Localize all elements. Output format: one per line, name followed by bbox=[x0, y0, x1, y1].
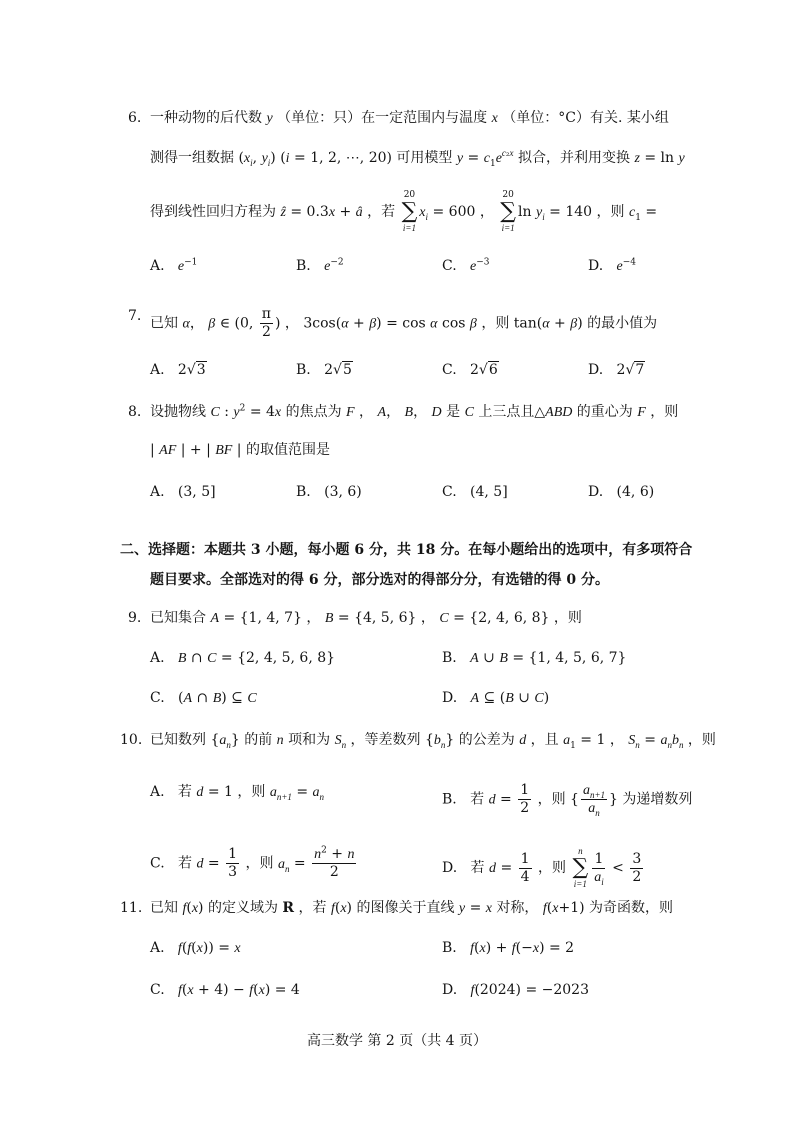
q6-option-c: C. $e^{-3}$ bbox=[442, 257, 490, 274]
q6-stem-line1: 一种动物的后代数 y （单位：只）在一定范围内与温度 x （单位：°C）有关. 某小组 bbox=[150, 110, 669, 126]
q8-option-d: D. (4, 6) bbox=[588, 484, 655, 500]
q11-option-b: B. f(x) + f(−x) = 2 bbox=[442, 940, 575, 956]
q9-stem: 已知集合 A = {1, 4, 7} ， B = {4, 5, 6} ， C = {2, 4, 6, 8} ，则 bbox=[150, 610, 582, 626]
q7-stem: 已知 α， β ∈ (0, $\frac{\pi}{2}$ ) ， 3cos(α + β) = cos α cos β ，则 tan(α + β) 的最小值为 bbox=[150, 306, 658, 340]
q6-stem-line2: 测得一组数据 ($x_i$, $y_i$) (i = 1, 2, ⋯, 20) 可用模型 $y = c_1e^{c_2x}$ 拟合，并利用变换 z = ln y bbox=[150, 148, 685, 169]
q6-option-b: B. $e^{-2}$ bbox=[296, 257, 344, 274]
q8-option-b: B. (3, 6) bbox=[296, 484, 362, 500]
q11-option-a: A. f(f(x)) = x bbox=[150, 940, 241, 956]
q9-option-b: B. A ∪ B = {1, 4, 5, 6, 7} bbox=[442, 650, 627, 666]
q7-option-d: D. 2√7 bbox=[588, 362, 645, 378]
page-footer: 高三数学 第 2 页（共 4 页） bbox=[306, 1033, 488, 1049]
q11-option-c: C. f(x + 4) − f(x) = 4 bbox=[150, 982, 300, 998]
q9-option-c: C. (A ∩ B) ⊆ C bbox=[150, 690, 257, 706]
q11-number: 11. bbox=[120, 900, 143, 916]
q10-number: 10. bbox=[120, 732, 143, 748]
q10-option-c: C. 若 d = $\frac{1}{3}$ ，则 $a_n$ = $\frac{n^2 + n}{2}$ bbox=[150, 845, 355, 880]
q7-option-b: B. 2√5 bbox=[296, 362, 352, 378]
q6-number: 6. bbox=[128, 110, 142, 126]
q9-option-a: A. B ∩ C = {2, 4, 5, 6, 8} bbox=[150, 650, 336, 666]
q8-option-c: C. (4, 5] bbox=[442, 484, 508, 500]
section-header-line1: 二、选择题：本题共 3 小题，每小题 6 分，共 18 分。在每小题给出的选项中，有多项符合 bbox=[120, 542, 693, 558]
q8-stem-line1: 设抛物线 C : $y^2 = 4x$ 的焦点为 F ， A， B， D 是 C 上三点且△ABD 的重心为 F ，则 bbox=[150, 403, 679, 420]
q10-stem: 已知数列 $\{a_n\}$ 的前 n 项和为 $S_n$ ，等差数列 $\{b_n\}$ 的公差为 d ，且 $a_1 = 1$ ， $S_n = a_nb_n$ ，则 bbox=[150, 732, 716, 751]
q9-number: 9. bbox=[128, 610, 142, 626]
q8-number: 8. bbox=[128, 404, 142, 420]
q9-option-d: D. A ⊆ (B ∪ C) bbox=[442, 690, 550, 706]
q10-option-a: A. 若 d = 1 ，则 $a_{n+1} = a_n$ bbox=[150, 784, 325, 802]
q6-option-a: A. $e^{-1}$ bbox=[150, 257, 198, 274]
q10-option-d: D. 若 d = $\frac{1}{4}$ ，则 n ∑ i=1 $\frac{1}{a_i}$ < $\frac{3}{2}$ bbox=[442, 846, 642, 889]
q11-stem: 已知 f(x) 的定义域为 R ，若 f(x) 的图像关于直线 y = x 对称， f(x+1) 为奇函数，则 bbox=[150, 900, 674, 916]
q6-stem-line3: 得到线性回归方程为 ẑ = 0.3x + â ，若 20 ∑ i=1 $x_i = 600$ ， 20 ∑ i=1 $\ln y_i = 140$ ，则 $c_1$ = bbox=[150, 190, 658, 233]
q8-option-a: A. (3, 5] bbox=[150, 484, 216, 500]
section-header-line2: 题目要求。全部选对的得 6 分，部分选对的得部分分，有选错的得 0 分。 bbox=[150, 572, 609, 588]
q8-stem-line2: | AF | + | BF | 的取值范围是 bbox=[150, 442, 330, 458]
q11-option-d: D. f(2024) = −2023 bbox=[442, 982, 589, 998]
q7-option-a: A. 2√3 bbox=[150, 362, 206, 378]
q6-option-d: D. $e^{-4}$ bbox=[588, 257, 637, 274]
q7-option-c: C. 2√6 bbox=[442, 362, 498, 378]
q10-option-b: B. 若 d = $\frac{1}{2}$ ，则 { $\frac{a_{n+1}}{a_n}$ } 为递增数列 bbox=[442, 782, 693, 818]
q7-number: 7. bbox=[128, 308, 142, 324]
